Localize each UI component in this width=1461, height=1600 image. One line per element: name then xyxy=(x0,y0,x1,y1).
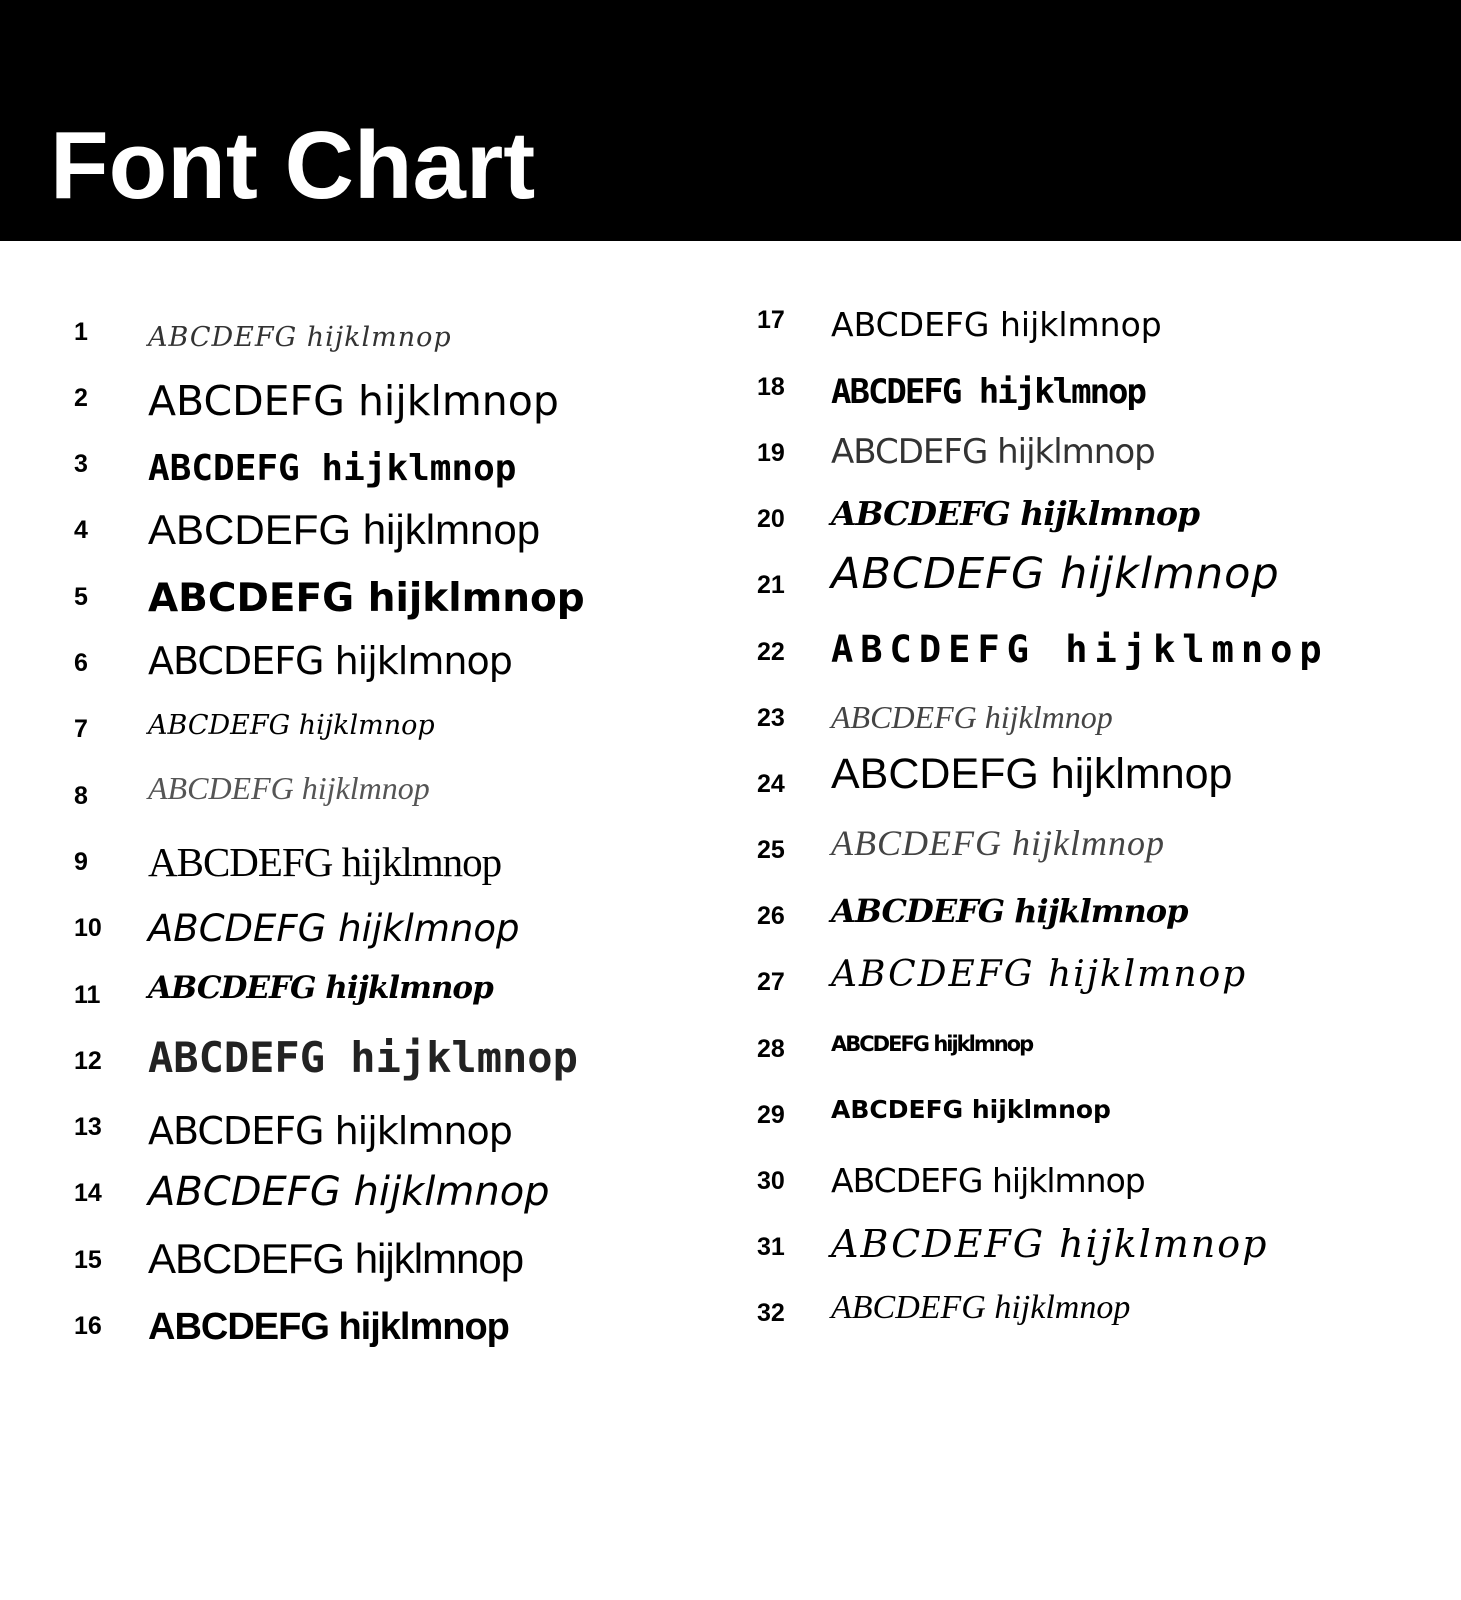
font-sample: ABCDEFG hijklmnop xyxy=(831,1222,1269,1266)
font-sample: ABCDEFG hijklmnop xyxy=(831,699,1113,735)
font-number: 24 xyxy=(757,770,785,798)
font-sample: ABCDEFG hijklmnop xyxy=(831,1032,1033,1056)
font-sample: ABCDEFG hijklmnop xyxy=(831,750,1233,798)
font-number: 30 xyxy=(757,1167,785,1195)
font-sample: ABCDEFG hijklmnop xyxy=(148,1306,509,1348)
font-number: 29 xyxy=(757,1101,785,1129)
font-number: 27 xyxy=(757,968,785,996)
font-sample: ABCDEFG hijklmnop xyxy=(831,892,1188,930)
font-sample: ABCDEFG hijklmnop xyxy=(148,576,585,621)
font-number: 32 xyxy=(757,1299,785,1327)
font-sample: ABCDEFG hijklmnop xyxy=(831,823,1165,863)
font-number: 21 xyxy=(757,571,785,599)
font-sample: ABCDEFG hijklmnop xyxy=(831,432,1155,472)
font-number: 10 xyxy=(74,914,102,942)
font-sample: ABCDEFG hijklmnop xyxy=(148,770,430,806)
font-number: 23 xyxy=(757,704,785,732)
font-number: 13 xyxy=(74,1113,102,1141)
font-sample: ABCDEFG hijklmnop xyxy=(831,1095,1111,1124)
font-number: 18 xyxy=(757,373,785,401)
font-number: 12 xyxy=(74,1047,102,1075)
font-number: 3 xyxy=(74,450,88,478)
font-sample: ABCDEFG hijklmnop xyxy=(831,372,1145,412)
font-sample: ABCDEFG hijklmnop xyxy=(148,1109,512,1153)
font-sample: ABCDEFG hijklmnop xyxy=(148,377,559,425)
font-number: 20 xyxy=(757,505,785,533)
font-sample: ABCDEFG hijklmnop xyxy=(831,305,1162,344)
font-sample: ABCDEFG hijklmnop xyxy=(831,628,1329,671)
header-bar xyxy=(0,0,1461,241)
font-number: 5 xyxy=(74,583,88,611)
font-sample: ABCDEFG hijklmnop xyxy=(831,549,1280,599)
font-number: 1 xyxy=(74,318,88,346)
font-sample: ABCDEFG hijklmnop xyxy=(148,710,435,741)
font-number: 4 xyxy=(74,516,88,544)
font-number: 8 xyxy=(74,782,88,810)
font-number: 9 xyxy=(74,848,88,876)
font-number: 6 xyxy=(74,649,88,677)
font-number: 11 xyxy=(74,981,101,1009)
font-number: 17 xyxy=(757,306,785,334)
font-sample: ABCDEFG hijklmnop xyxy=(148,1169,550,1215)
font-number: 15 xyxy=(74,1246,102,1274)
font-number: 22 xyxy=(757,638,785,666)
font-number: 7 xyxy=(74,715,88,743)
font-sample: ABCDEFG hijklmnop xyxy=(148,1235,524,1282)
page-title: Font Chart xyxy=(50,112,536,219)
font-sample: ABCDEFG hijklmnop xyxy=(831,954,1248,995)
font-sample: ABCDEFG hijklmnop xyxy=(148,970,493,1006)
font-sample: ABCDEFG hijklmnop xyxy=(831,1161,1145,1200)
font-number: 25 xyxy=(757,836,785,864)
font-sample: ABCDEFG hijklmnop xyxy=(831,494,1200,533)
font-number: 31 xyxy=(757,1233,785,1261)
font-number: 26 xyxy=(757,902,785,930)
font-number: 14 xyxy=(74,1179,102,1207)
font-sample: ABCDEFG hijklmnop xyxy=(148,839,502,885)
font-sample: ABCDEFG hijklmnop xyxy=(148,506,541,553)
font-sample: ABCDEFG hijklmnop xyxy=(148,448,517,489)
font-number: 28 xyxy=(757,1035,785,1063)
font-sample: ABCDEFG hijklmnop xyxy=(831,1289,1131,1326)
font-number: 19 xyxy=(757,439,785,467)
font-number: 16 xyxy=(74,1312,102,1340)
font-sample: ABCDEFG hijklmnop xyxy=(148,907,520,950)
font-sample: ABCDEFG hijklmnop xyxy=(148,639,512,683)
font-sample: ABCDEFG hijklmnop xyxy=(148,322,452,353)
font-sample: ABCDEFG hijklmnop xyxy=(148,1033,578,1082)
font-number: 2 xyxy=(74,384,88,412)
